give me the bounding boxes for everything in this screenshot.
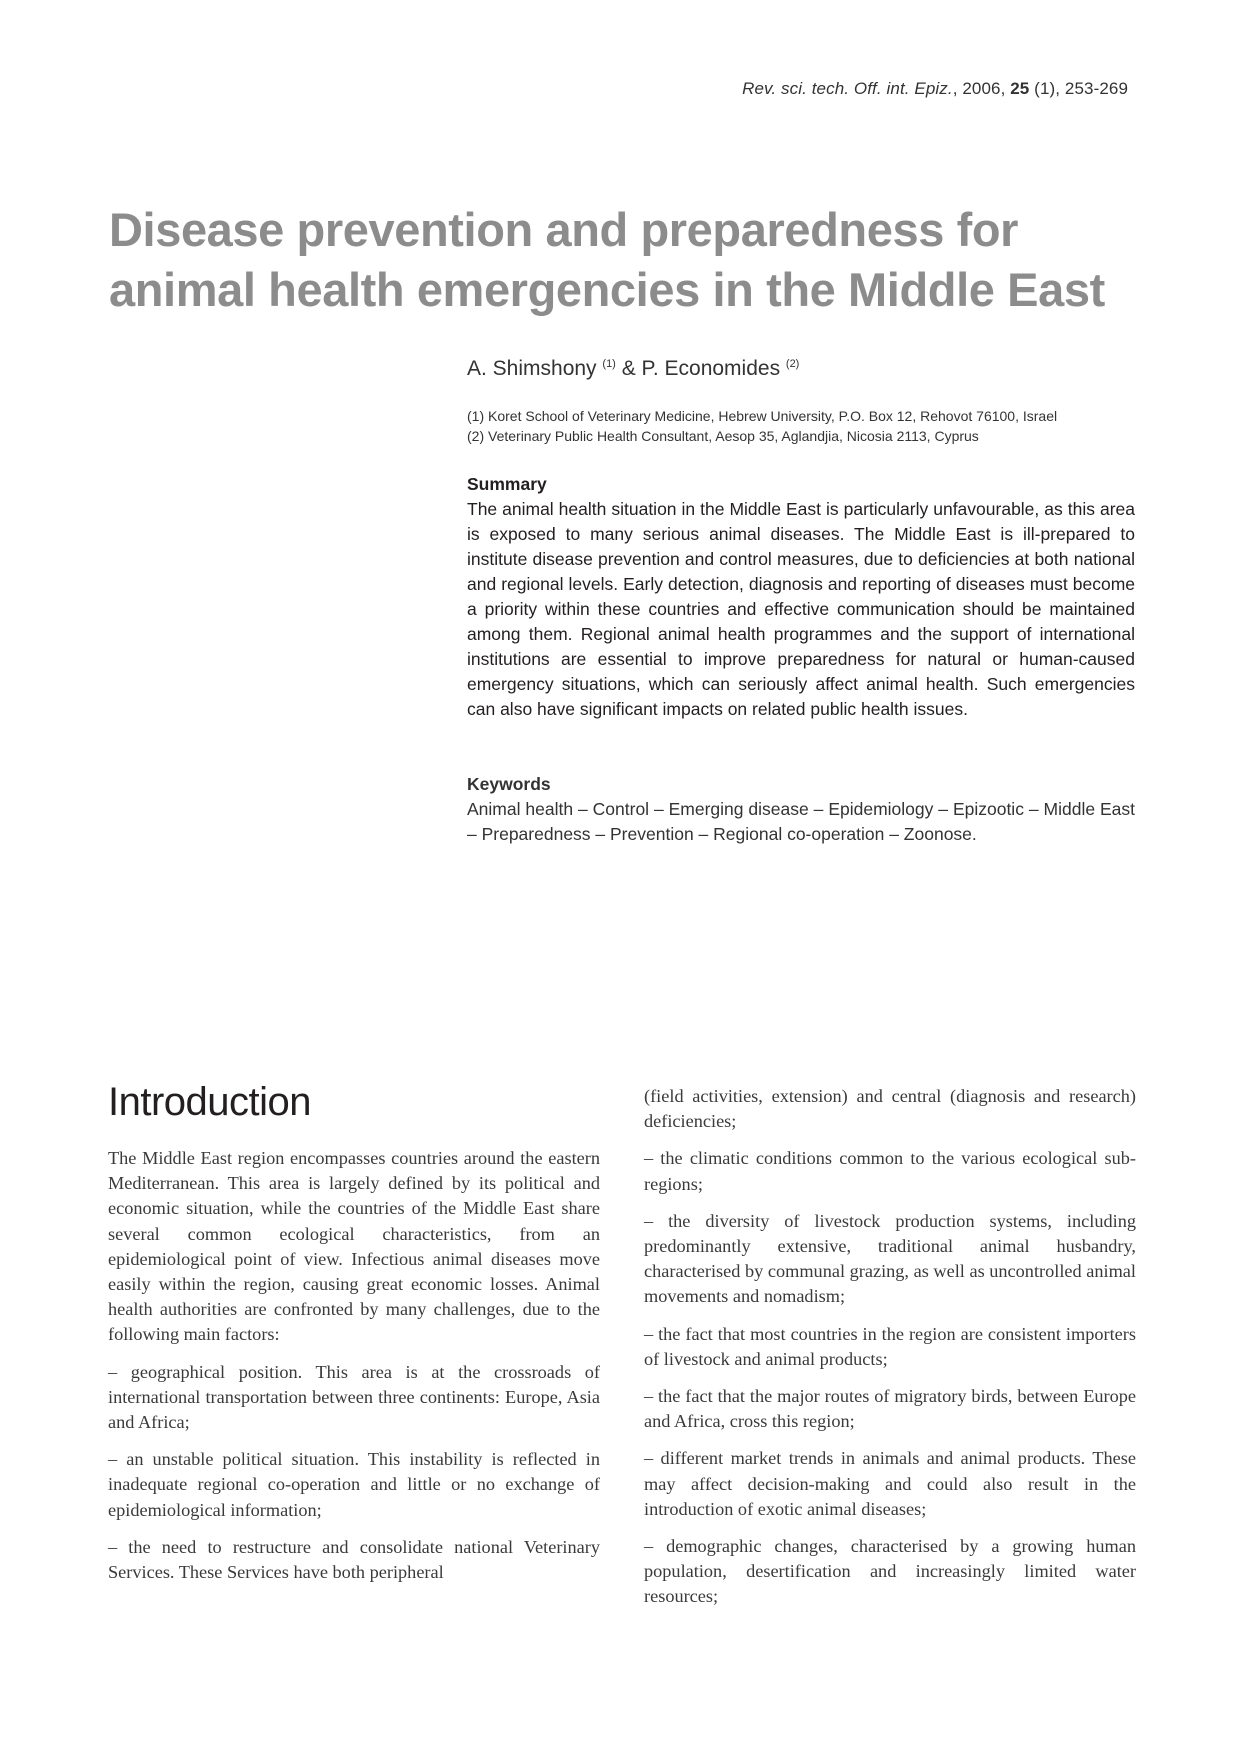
keywords-heading: Keywords [467, 774, 551, 794]
intro-list-item: – demographic changes, characterised by a growing human population, desertification and increasingly limited water resources; [644, 1536, 1136, 1607]
summary-text: The animal health situation in the Middle East is particularly unfavourable, as this area is exposed to many serious animal diseases. The Middle East is ill-prepared to institute disease prevention and control measures, due to deficiencies at both national and regional levels. Early detection, diagnosis and reporting of diseases must become a priority within these countries and effective communication should be maintained among them. Regional animal health programmes and the support of international institutions are essential to improve preparedness for natural or human-caused emergency situations, which can seriously affect animal health. Such emergencies can also have significant impacts on related public health issues. [467, 499, 1135, 719]
intro-list-item: – an unstable political situation. This instability is reflected in inadequate regional co-operation and little or no exchange of epidemiological information; [108, 1449, 600, 1520]
summary-heading: Summary [467, 474, 547, 494]
journal-issue-pages: (1), 253-269 [1029, 79, 1128, 98]
author-2: & P. Economides [615, 357, 786, 380]
introduction-right-column [644, 1084, 1136, 1622]
introduction-heading: Introduction [108, 1080, 312, 1124]
introduction-left-column [108, 1146, 600, 1597]
intro-list-item: – geographical position. This area is at the crossroads of international transportation between three continents: Europe, Asia and Africa; [108, 1361, 600, 1433]
affiliation-2: (2) Veterinary Public Health Consultant, Aesop 35, Aglandjia, Nicosia 2113, Cyprus [467, 428, 979, 444]
intro-list-item: – the climatic conditions common to the various ecological sub-regions; [644, 1148, 1136, 1194]
authors [467, 357, 1135, 381]
intro-list-item: (field activities, extension) and central (diagnosis and research) deficiencies; [644, 1086, 1136, 1132]
journal-volume: 25 [1010, 79, 1030, 98]
affiliations [467, 406, 1135, 446]
article-title: Disease prevention and preparedness for animal health emergencies in the Middle East [109, 203, 1105, 316]
keywords-section [467, 772, 1135, 847]
author-1-ref: (1) [602, 358, 616, 370]
intro-list-item: – the need to restructure and consolidate national Veterinary Services. These Services have both peripheral [108, 1536, 600, 1583]
affiliation-1: (1) Koret School of Veterinary Medicine, Hebrew University, P.O. Box 12, Rehovot 76100, Israel [467, 408, 1058, 424]
keywords-text: Animal health – Control – Emerging disease – Epidemiology – Epizootic – Middle East – Preparedness – Prevention – Regional co-operation – Zoonose. [467, 799, 1135, 844]
author-1: A. Shimshony [467, 357, 603, 380]
author-2-ref: (2) [785, 358, 800, 370]
intro-list-item: – the fact that most countries in the region are consistent importers of livestock and animal products; [644, 1323, 1136, 1369]
intro-list-item: – the fact that the major routes of migratory birds, between Europe and Africa, cross this region; [644, 1386, 1136, 1432]
intro-list-item: – the diversity of livestock production systems, including predominantly extensive, traditional animal husbandry, characterised by communal grazing, as well as uncontrolled animal movements and nomadism; [644, 1210, 1136, 1307]
intro-list-item: – different market trends in animals and animal products. These may affect decision-making and could also result in the introduction of exotic animal diseases; [644, 1448, 1136, 1519]
journal-name: Rev. sci. tech. Off. int. Epiz. [742, 79, 953, 98]
journal-reference [742, 79, 1128, 99]
intro-paragraph: The Middle East region encompasses countries around the eastern Mediterranean. This area is largely defined by its political and economic situation, while the countries of the Middle East share several common ecological characteristics, from an epidemiological point of view. Infectious animal diseases move easily within the region, causing great economic losses. Animal health authorities are confronted by many challenges, due to the following main factors: [108, 1148, 600, 1345]
journal-year: , 2006, [952, 79, 1011, 98]
summary-section [467, 472, 1135, 722]
